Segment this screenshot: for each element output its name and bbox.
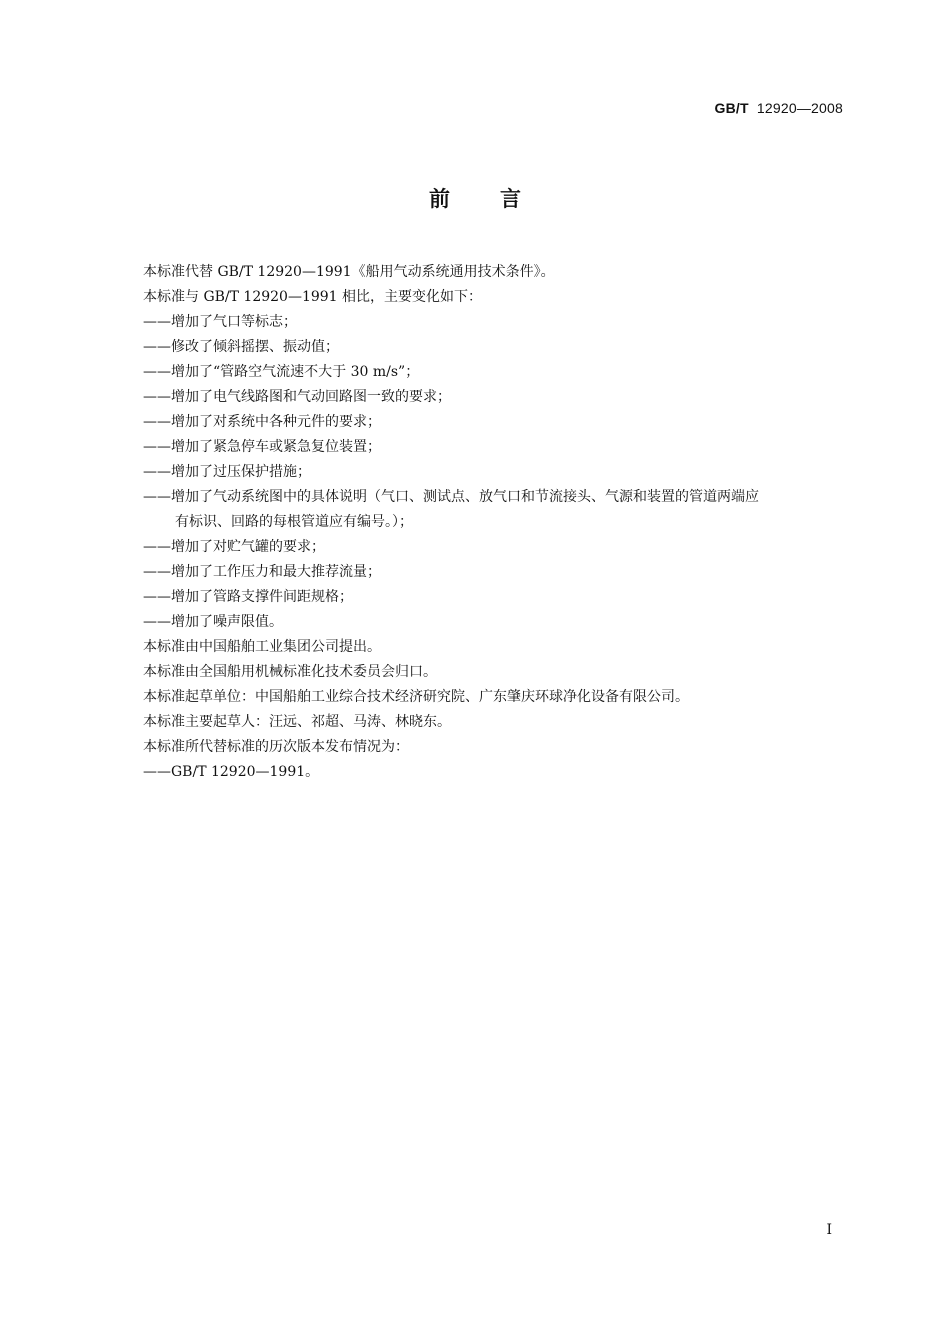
- paragraph-line: 本标准代替 GB/T 12920—1991《船用气动系统通用技术条件》。: [143, 264, 555, 280]
- list-item: ——增加了工作压力和最大推荐流量；: [143, 564, 381, 580]
- paragraph-line: 本标准由中国船舶工业集团公司提出。: [143, 639, 381, 655]
- list-item: ——增加了管路支撑件间距规格；: [143, 589, 353, 605]
- list-item: ——增加了对系统中各种元件的要求；: [143, 414, 381, 430]
- standard-prefix: GB/T: [714, 100, 749, 116]
- paragraph-line: 本标准所代替标准的历次版本发布情况为：: [143, 739, 409, 755]
- list-item: ——增加了对贮气罐的要求；: [143, 539, 325, 555]
- paragraph-line: 本标准主要起草人：汪远、祁超、马涛、林晓东。: [143, 714, 451, 730]
- paragraph-line: 本标准与 GB/T 12920—1991 相比，主要变化如下：: [143, 289, 483, 305]
- list-item: ——修改了倾斜摇摆、振动值；: [143, 339, 339, 355]
- list-item: ——增加了噪声限值。: [143, 614, 283, 630]
- page-title: 前言: [429, 187, 571, 211]
- list-item: ——增加了过压保护措施；: [143, 464, 311, 480]
- list-item: ——增加了气口等标志；: [143, 314, 297, 330]
- paragraph-line: 本标准起草单位：中国船舶工业综合技术经济研究院、广东肇庆环球净化设备有限公司。: [143, 689, 689, 705]
- list-item: ——GB/T 12920—1991。: [143, 764, 320, 780]
- foreword-body: [143, 260, 846, 785]
- list-item: ——增加了电气线路图和气动回路图一致的要求；: [143, 389, 451, 405]
- list-item-continuation: 有标识、回路的每根管道应有编号。）；: [175, 514, 413, 530]
- paragraph-line: 本标准由全国船用机械标准化技术委员会归口。: [143, 664, 437, 680]
- list-item: ——增加了气动系统图中的具体说明（气口、测试点、放气口和节流接头、气源和装置的管道两端应: [143, 489, 759, 505]
- list-item: ——增加了“管路空气流速不大于 30 m/s”；: [143, 364, 420, 380]
- standard-number: 12920—2008: [756, 100, 843, 116]
- list-item: ——增加了紧急停车或紧急复位装置；: [143, 439, 381, 455]
- page-number: I: [826, 1222, 832, 1238]
- standard-code: [714, 100, 843, 116]
